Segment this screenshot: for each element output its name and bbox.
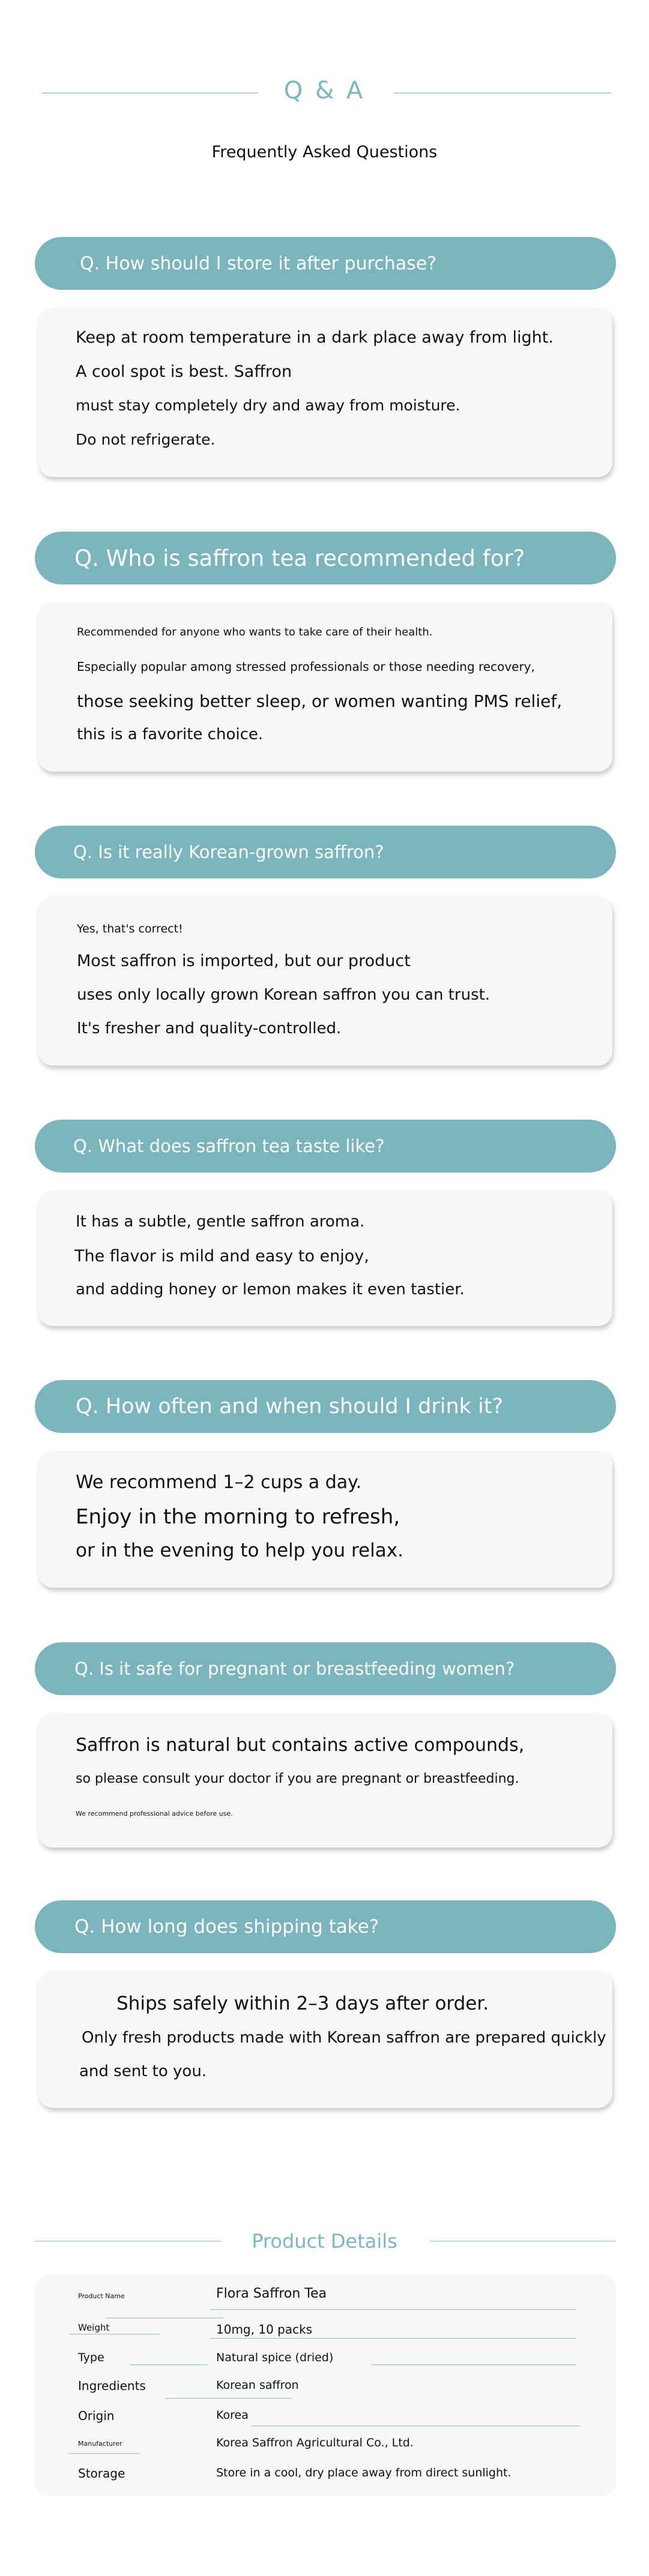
faq-subtitle: Frequently Asked Questions [211, 143, 438, 161]
faq-question-bar[interactable] [35, 1120, 616, 1172]
detail-underline [166, 2398, 292, 2399]
detail-underline [68, 2453, 140, 2454]
detail-row [35, 2343, 616, 2371]
detail-underline [210, 2338, 576, 2339]
faq-answer-line: It has a subtle, gentle saffron aroma. [76, 1213, 365, 1231]
faq-answer-line: We recommend 1–2 cups a day. [76, 1472, 362, 1493]
detail-row [35, 2371, 616, 2400]
product-details-right-rule [430, 2241, 616, 2242]
faq-question-bar[interactable] [35, 1380, 616, 1433]
faq-answer-line: The flavor is mild and easy to enjoy, [74, 1247, 369, 1265]
detail-value: Flora Saffron Tea [216, 2286, 327, 2301]
detail-underline [210, 2309, 576, 2310]
faq-answer-line: It's fresher and quality-controlled. [77, 1019, 342, 1037]
detail-value: Korea Saffron Agricultural Co., Ltd. [216, 2436, 414, 2449]
detail-underline [106, 2317, 223, 2319]
detail-row [35, 2458, 616, 2487]
detail-value: 10mg, 10 packs [216, 2322, 313, 2337]
detail-value: Korea [216, 2409, 249, 2422]
faq-answer-line: Ships safely within 2–3 days after order. [116, 1993, 489, 2014]
faq-question: Q. Is it really Korean-grown saffron? [73, 842, 384, 862]
faq-answer-box [38, 1971, 612, 2108]
faq-answer-line: Recommended for anyone who wants to take care of their health. [77, 626, 433, 638]
detail-row [35, 2400, 616, 2429]
detail-row [35, 2285, 616, 2314]
detail-label: Ingredients [78, 2379, 146, 2393]
qa-title-right-rule [394, 92, 611, 94]
faq-question: Q. How often and when should I drink it? [76, 1395, 504, 1419]
faq-answer-line: Only fresh products made with Korean saffron are prepared quickly [82, 2029, 606, 2047]
detail-value: Natural spice (dried) [216, 2351, 334, 2364]
faq-answer-box [38, 1451, 612, 1588]
faq-answer-line: Do not refrigerate. [76, 431, 216, 448]
faq-question-bar[interactable] [35, 237, 616, 290]
detail-label: Storage [78, 2466, 125, 2481]
faq-answer-line: Yes, that's correct! [77, 922, 183, 935]
detail-underline [251, 2425, 580, 2427]
faq-answer-line: those seeking better sleep, or women wanting PMS relief, [77, 691, 563, 711]
faq-answer-line: or in the evening to help you relax. [76, 1540, 403, 1561]
detail-row [35, 2314, 616, 2343]
faq-question-bar[interactable] [35, 532, 616, 584]
faq-question: Q. How should I store it after purchase? [80, 253, 437, 274]
faq-question: Q. Is it safe for pregnant or breastfeeding women? [74, 1659, 515, 1679]
faq-question: Q. How long does shipping take? [74, 1916, 379, 1938]
faq-answer-line: A cool spot is best. Saffron [76, 362, 292, 381]
detail-row [35, 2429, 616, 2458]
product-details-title: Product Details [252, 2230, 397, 2253]
faq-answer-line: Enjoy in the morning to refresh, [76, 1505, 400, 1529]
faq-question-bar[interactable] [35, 826, 616, 878]
detail-label: Weight [78, 2322, 110, 2333]
qa-title: Q & A [283, 77, 366, 104]
faq-question-bar[interactable] [35, 1900, 616, 1953]
detail-value: Store in a cool, dry place away from direct sunlight. [216, 2466, 512, 2479]
detail-underline [371, 2364, 576, 2365]
faq-answer-line: Especially popular among stressed professionals or those needing recovery, [77, 659, 535, 674]
faq-answer-line: We recommend professional advice before use. [76, 1810, 233, 1818]
faq-answer-line: this is a favorite choice. [77, 725, 264, 743]
faq-answer-line: uses only locally grown Korean saffron you can trust. [77, 986, 491, 1004]
faq-answer-box [38, 896, 612, 1066]
faq-answer-line: must stay completely dry and away from moisture. [76, 397, 460, 414]
product-details-table [35, 2274, 616, 2496]
faq-answer-box [38, 308, 612, 477]
faq-answer-line: Most saffron is imported, but our product [77, 952, 411, 970]
faq-answer-box [38, 1190, 612, 1326]
detail-label: Origin [78, 2409, 115, 2423]
detail-underline [130, 2364, 208, 2365]
qa-header [0, 0, 649, 180]
faq-answer-box [38, 1713, 612, 1848]
faq-answer-line: Keep at room temperature in a dark place away from light. [76, 328, 554, 347]
faq-answer-box [38, 602, 612, 772]
faq-answer-line: and adding honey or lemon makes it even tastier. [76, 1280, 465, 1299]
faq-answer-line: and sent to you. [79, 2062, 207, 2080]
detail-underline [70, 2334, 160, 2335]
detail-label: Manufacturer [78, 2440, 122, 2448]
faq-question: Q. What does saffron tea taste like? [73, 1136, 385, 1156]
detail-value: Korean saffron [216, 2379, 299, 2392]
detail-label: Type [78, 2351, 104, 2364]
faq-question: Q. Who is saffron tea recommended for? [74, 545, 525, 571]
detail-label: Product Name [78, 2292, 125, 2300]
faq-answer-line: Saffron is natural but contains active compounds, [76, 1735, 525, 1756]
faq-answer-line: so please consult your doctor if you are pregnant or breastfeeding. [76, 1771, 519, 1786]
faq-question-bar[interactable] [35, 1642, 616, 1695]
